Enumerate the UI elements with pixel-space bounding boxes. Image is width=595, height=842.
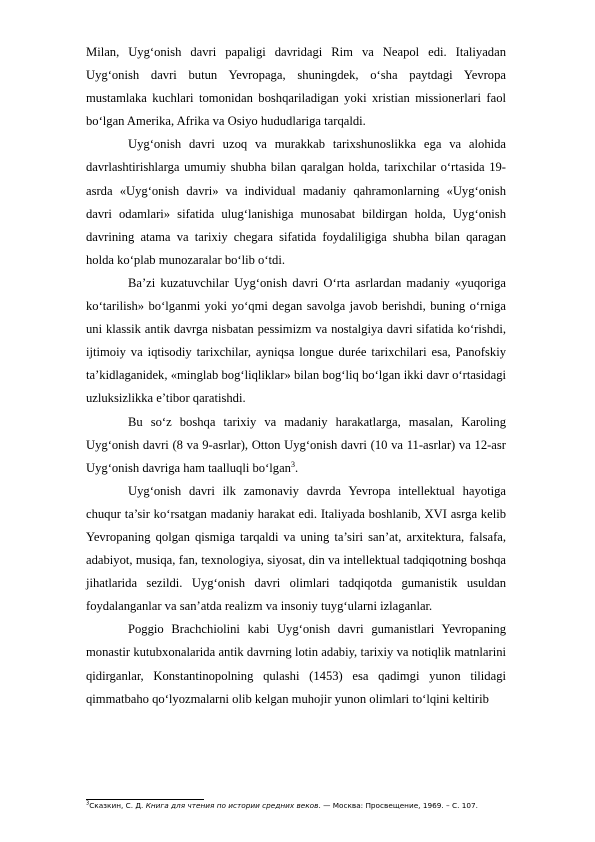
paragraph-other-renaissances — [86, 411, 506, 480]
paragraph-historiography: Uyg‘onish davri uzoq va murakkab tarixshunoslikka ega va alohida davrlashtirishlarga umumiy shubha bilan qaralgan holda, tarixchilar o‘rtasida 19-asrda «Uyg‘onish davri» va individual madaniy qahramonlarning «Uyg‘onish davri odamlari» sifatida ulug‘lanishiga munosabat bildirgan holda, Uyg‘onish davrining atama va tarixiy chegara sifatida foydaliligiga shubha bilan qaragan holda ko‘plab munozaralar bo‘lib o‘tdi. — [86, 137, 506, 267]
paragraph-continuation: Milan, Uyg‘onish davri papaligi davridagi Rim va Neapol edi. Italiyadan Uyg‘onish davri butun Yevropaga, shuningdek, o‘sha paytdagi Yevropa mustamlaka kuchlari tomonidan boshqariladigan yoki xristian missionerlari faol bo‘lgan Amerika, Afrika va Osiyo hududlariga tarqaldi. — [86, 45, 506, 129]
footnote-author: Сказкин, С. Д. — [89, 801, 146, 810]
paragraph-text: Bu so‘z boshqa tarixiy va madaniy harakatlarga, masalan, Karoling Uyg‘onish davri (8 va 9-asrlar), Otton Uyg‘onish davri (10 va 11-asrlar) va 12-asr Uyg‘onish davriga ham taalluqli bo‘lgan — [86, 414, 506, 475]
footnote-title: Книга для чтения по истории средних веков — [145, 801, 319, 810]
footnote — [86, 801, 526, 811]
document-body — [86, 41, 506, 711]
paragraph-end-punctuation: . — [294, 460, 299, 475]
footnote-number: 3 — [86, 800, 90, 807]
paragraph-humanists: Poggio Brachchiolini kabi Uyg‘onish davri gumanistlari Yevropaning monastir kutubxonalarida antik davrning lotin adabiy, tarixiy va notiqlik matnlarini qidirganlar, Konstantinopolning qulashi (1453) esa qadimgi yunon tilidagi qimmatbaho qo‘lyozmalarni olib kelgan muhojir yunon olimlari to‘lqini keltirib — [86, 622, 506, 706]
footnote-separator — [86, 799, 204, 800]
paragraph-observers: Ba’zi kuzatuvchilar Uyg‘onish davri O‘rta asrlardan madaniy «yuqoriga ko‘tarilish» bo‘lganmi yoki yo‘qmi degan savolga javob berishdi, buning o‘rniga uni klassik antik davrga nisbatan pessimizm va nostalgiya davri sifatida ko‘rishdi, ijtimoiy va iqtisodiy tarixchilar, ayniqsa longue durée tarixchilari esa, Panofskiy ta’kidlaganidek, «minglab bog‘liqliklar» bilan bog‘liq bo‘lgan ikki davr o‘rtasidagi uzluksizlikka e’tibor qaratishdi. — [86, 275, 506, 406]
footnote-reference[interactable]: 3 — [290, 459, 295, 469]
footnote-publication: . — Москва: Просвещение, 1969. – С. 107. — [318, 801, 478, 810]
paragraph-cultural-movement: Uyg‘onish davri ilk zamonaviy davrda Yevropa intellektual hayotiga chuqur ta’sir ko‘rsatgan madaniy harakat edi. Italiyada boshlanib, XVI asrga kelib Yevropaning qolgan qismiga tarqaldi va uning ta’siri san’at, arxitektura, falsafa, adabiyot, musiqa, fan, texnologiya, siyosat, din va intellektual tadqiqotning boshqa jihatlarida sezildi. Uyg‘onish davri olimlari tadqiqotda gumanistik usuldan foydalanganlar va san’atda realizm va insoniy tuyg‘ularni izlaganlar. — [86, 483, 506, 614]
